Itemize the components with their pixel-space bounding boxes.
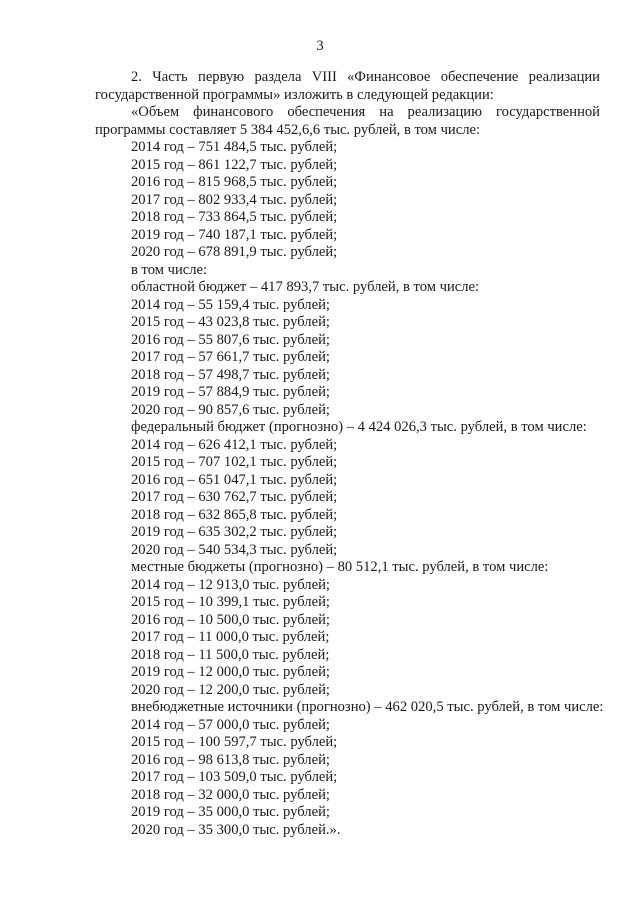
funding-line: 2015 год – 43 023,8 тыс. рублей;	[131, 314, 330, 330]
volume-paragraph: «Объем финансового обеспечения на реализацию государственной программы составляет 5 384 452,6,6 тыс. рублей, в том числе:	[95, 104, 600, 138]
funding-line: 2016 год – 98 613,8 тыс. рублей;	[131, 751, 330, 768]
funding-line: 2017 год – 57 661,7 тыс. рублей;	[131, 349, 330, 365]
funding-line: 2017 год – 103 509,0 тыс. рублей;	[131, 769, 338, 785]
funding-line: 2015 год – 707 102,1 тыс. рублей;	[131, 454, 338, 470]
funding-line: 2020 год – 540 534,3 тыс. рублей;	[131, 541, 338, 558]
funding-line: местные бюджеты (прогнозно) – 80 512,1 тыс. рублей, в том числе:	[131, 559, 549, 575]
funding-line: 2020 год – 678 891,9 тыс. рублей;	[131, 244, 338, 260]
funding-line: 2015 год – 861 122,7 тыс. рублей;	[131, 156, 338, 173]
funding-line: внебюджетные источники (прогнозно) – 462 020,5 тыс. рублей, в том числе:	[131, 699, 604, 715]
funding-line: 2014 год – 751 484,5 тыс. рублей;	[131, 139, 338, 155]
funding-line: 2016 год – 651 047,1 тыс. рублей;	[131, 471, 338, 488]
funding-line: 2018 год – 632 865,8 тыс. рублей;	[131, 506, 338, 523]
funding-line: 2018 год – 32 000,0 тыс. рублей;	[131, 786, 330, 803]
funding-line: 2019 год – 12 000,0 тыс. рублей;	[131, 664, 330, 680]
funding-line: 2014 год – 12 913,0 тыс. рублей;	[131, 576, 330, 593]
funding-line: 2018 год – 733 864,5 тыс. рублей;	[131, 209, 338, 225]
page-number: 3	[316, 38, 324, 54]
funding-line: областной бюджет – 417 893,7 тыс. рублей, в том числе:	[131, 279, 480, 295]
funding-line: 2020 год – 12 200,0 тыс. рублей;	[131, 681, 330, 698]
funding-line: 2019 год – 57 884,9 тыс. рублей;	[131, 384, 330, 400]
funding-line: 2019 год – 740 187,1 тыс. рублей;	[131, 226, 338, 243]
funding-line: 2019 год – 635 302,2 тыс. рублей;	[131, 524, 338, 540]
funding-line: 2015 год – 100 597,7 тыс. рублей;	[131, 734, 338, 750]
funding-line: 2018 год – 57 498,7 тыс. рублей;	[131, 366, 330, 383]
funding-line: 2016 год – 815 968,5 тыс. рублей;	[131, 174, 338, 190]
document-body	[95, 69, 604, 839]
funding-line: 2017 год – 802 933,4 тыс. рублей;	[131, 191, 338, 208]
funding-line: 2016 год – 55 807,6 тыс. рублей;	[131, 331, 330, 348]
funding-line: 2015 год – 10 399,1 тыс. рублей;	[131, 594, 330, 610]
intro-paragraph: 2. Часть первую раздела VIII «Финансовое обеспечение реализации государственной программы» изложить в следующей редакции:	[95, 69, 600, 103]
funding-line: 2019 год – 35 000,0 тыс. рублей;	[131, 804, 330, 820]
funding-line: 2014 год – 55 159,4 тыс. рублей;	[131, 296, 330, 313]
funding-line: в том числе:	[131, 261, 208, 278]
funding-lines	[95, 139, 604, 839]
funding-line: 2020 год – 90 857,6 тыс. рублей;	[131, 401, 330, 418]
funding-line: 2014 год – 57 000,0 тыс. рублей;	[131, 716, 330, 733]
funding-line: 2017 год – 11 000,0 тыс. рублей;	[131, 629, 330, 645]
funding-line: 2018 год – 11 500,0 тыс. рублей;	[131, 646, 330, 663]
funding-line: 2017 год – 630 762,7 тыс. рублей;	[131, 489, 338, 505]
funding-line: 2016 год – 10 500,0 тыс. рублей;	[131, 611, 330, 628]
funding-line: 2014 год – 626 412,1 тыс. рублей;	[131, 436, 338, 453]
funding-line: федеральный бюджет (прогнозно) – 4 424 026,3 тыс. рублей, в том числе:	[131, 419, 587, 435]
funding-line: 2020 год – 35 300,0 тыс. рублей.».	[131, 821, 341, 838]
